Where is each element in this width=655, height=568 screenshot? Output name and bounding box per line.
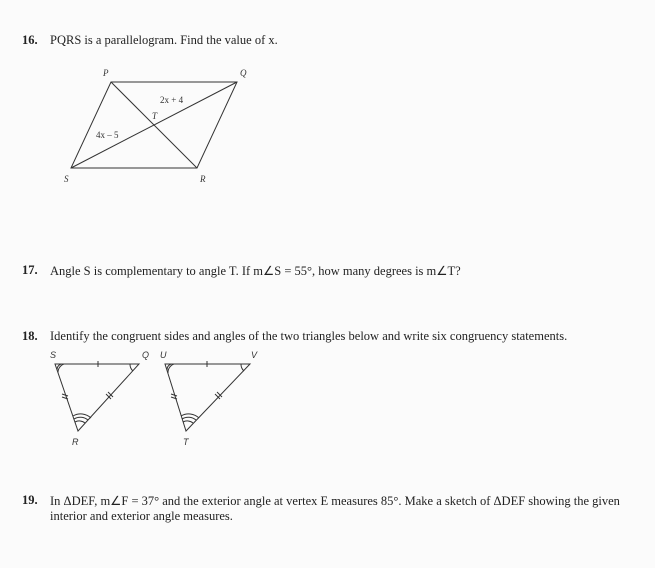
question-18: 18. Identify the congruent sides and angles of the two triangles below and write six congruency statements. [22,329,568,343]
label-T2: T [183,437,189,447]
label-Q: Q [240,68,247,78]
label-U: U [160,350,167,360]
label-R: R [200,174,206,184]
label-2x-plus-4: 2x + 4 [160,95,184,105]
question-17: 17. Angle S is complementary to angle T. If m∠S = 55°, how many degrees is m∠T? [22,263,461,278]
question-16: 16. PQRS is a parallelogram. Find the value of x. [22,33,278,47]
label-S: S [64,174,69,184]
parallelogram-figure [71,82,237,168]
label-R2: R [72,437,79,447]
label-V: V [251,350,258,360]
label-T: T [152,111,158,121]
triangle-SQR [55,361,139,431]
label-P: P [103,68,109,78]
label-4x-minus-5: 4x – 5 [96,130,119,140]
question-19: 19. In ΔDEF, m∠F = 37° and the exterior angle at vertex E measures 85°. Make a sketch of ΔDEF showing the given interior and exterior angle measures. [22,493,620,523]
label-Q2: Q [142,350,150,360]
label-S2: S [50,350,57,360]
triangle-UVT [165,361,250,431]
